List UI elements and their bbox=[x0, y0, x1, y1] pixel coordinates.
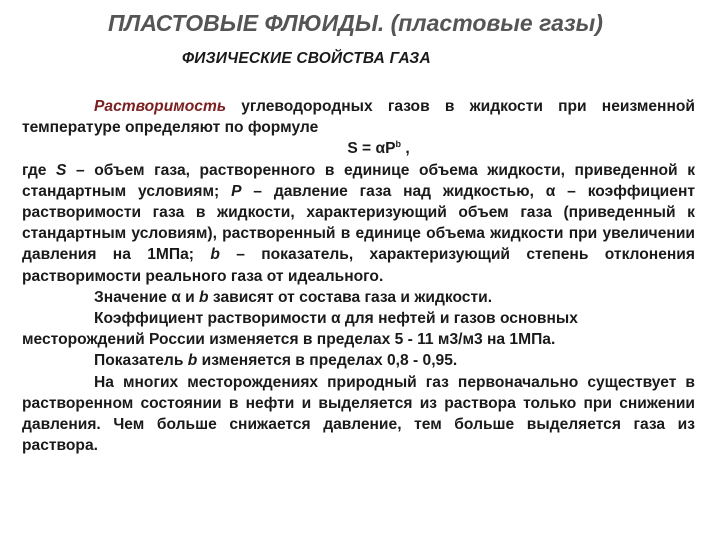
slide-subtitle: ФИЗИЧЕСКИЕ СВОЙСТВА ГАЗА bbox=[182, 50, 431, 67]
paragraph-coefficient: Коэффициент растворимости α для нефтей и газов основных месторождений России изменяется в пределах 5 - 11 м3/м3 на 1МПа. bbox=[22, 310, 578, 349]
paragraph-text: Показатель bbox=[94, 352, 188, 370]
paragraph-text: изменяется в пределах 0,8 - 0,95. bbox=[197, 352, 458, 370]
definition-text: – давление газа над жидкостью, α – коэффициент растворимости газа в жидкости, характеризующий объем газа (приведенный к стандартным условиям), растворенный в единице объема жидкости при увеличении давления на 1МПа; bbox=[22, 182, 695, 264]
paragraph-text: Значение α и bbox=[94, 288, 200, 306]
symbol-b: b bbox=[210, 246, 220, 264]
paragraph-exponent bbox=[22, 350, 695, 371]
paragraph-values bbox=[22, 287, 695, 308]
term-highlight: Растворимость bbox=[94, 98, 227, 115]
intro-paragraph bbox=[22, 96, 695, 138]
definition-paragraph bbox=[22, 160, 695, 287]
symbol-b: b bbox=[199, 288, 209, 306]
formula-exponent: b bbox=[395, 139, 401, 150]
symbol-b: b bbox=[187, 352, 198, 370]
symbol-p: P bbox=[231, 182, 242, 200]
definition-text: – объем газа, растворенного в единице объема жидкости, приведенной к стандартным условиям; bbox=[22, 161, 696, 200]
formula bbox=[22, 138, 695, 159]
slide-body bbox=[22, 96, 695, 456]
symbol-s: S bbox=[56, 161, 67, 179]
definition-text: – показатель, характеризующий степень отклонения растворимости реального газа от идеального. bbox=[22, 246, 695, 285]
formula-lhs: S = αP bbox=[347, 140, 396, 158]
formula-tail: , bbox=[401, 140, 410, 158]
paragraph-text: зависят от состава газа и жидкости. bbox=[208, 288, 493, 306]
intro-text: углеводородных газов в жидкости при неизменной температуре определяют по формуле bbox=[22, 98, 695, 137]
definition-text: где bbox=[22, 161, 57, 179]
slide-title: ПЛАСТОВЫЕ ФЛЮИДЫ. (пластовые газы) bbox=[108, 10, 603, 36]
paragraph-dissolved-gas: На многих месторождениях природный газ первоначально существует в растворенном состоянии в нефти и выделяется из раствора только при снижении давления. Чем больше снижается давление, тем больше выделяется газа из раствора. bbox=[22, 373, 695, 455]
